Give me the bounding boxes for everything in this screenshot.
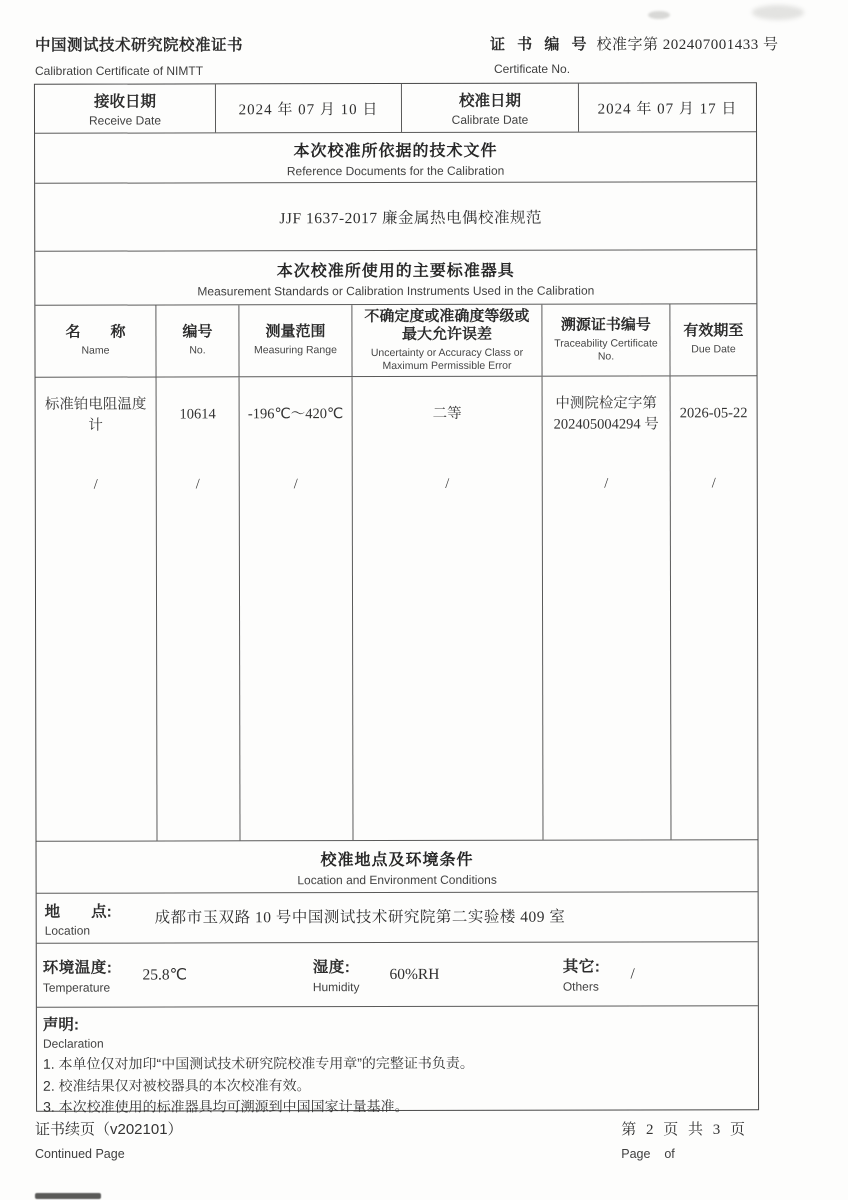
- col-header-name-en: Name: [81, 345, 110, 358]
- table-cell: [353, 453, 542, 517]
- table-cell: [543, 376, 670, 452]
- temperature-label-cn: 环境温度:: [42, 959, 113, 977]
- declaration-items: [43, 1052, 748, 1119]
- table-cell: [543, 452, 670, 516]
- certificate-number-label-en: Certificate No.: [494, 62, 571, 76]
- temperature-group: [37, 955, 313, 995]
- certificate-table: [34, 82, 759, 1116]
- standards-title-cn: 本次校准所使用的主要标准器具: [276, 262, 515, 280]
- table-cell: [240, 377, 352, 453]
- col-header-no-en: No.: [189, 344, 206, 357]
- col-header-traceability-en: Traceability Certificate No.: [554, 337, 658, 363]
- table-cell: [36, 454, 156, 518]
- reference-section-title: [35, 131, 756, 183]
- others-value: /: [630, 965, 635, 983]
- col-header-range-cn: 测量范围: [265, 323, 326, 341]
- page-header: [35, 0, 779, 80]
- table-cell: [671, 452, 757, 516]
- reference-content-row: [35, 181, 756, 251]
- declaration-item-3: 3. 本次校准使用的标准器具均可溯源到中国国家计量基准。: [43, 1098, 409, 1116]
- standard-due-date: 2026-05-22: [679, 405, 748, 422]
- col-header-no-cn: 编号: [182, 323, 213, 341]
- others-label-en: Others: [562, 979, 599, 994]
- page-footer: [35, 1118, 758, 1161]
- standard-traceability: 中测院检定字第 202405004294 号: [553, 395, 659, 433]
- standard-name-2: /: [93, 477, 98, 494]
- others-label-cn: 其它:: [562, 958, 601, 976]
- reference-title-en: Reference Documents for the Calibration: [286, 163, 505, 178]
- standards-title-en: Measurement Standards or Calibration Instruments Used in the Calibration: [197, 283, 595, 298]
- declaration-row: [37, 1005, 758, 1116]
- standard-due-date-2: /: [711, 475, 716, 492]
- header-titles: [35, 33, 243, 78]
- std-col-name: [36, 378, 157, 841]
- standards-section-title: [35, 249, 756, 305]
- calibrate-date-label-cell: [401, 84, 578, 132]
- location-section-title: [37, 839, 758, 893]
- col-header-due-date-en: Due Date: [691, 343, 736, 356]
- table-cell: [671, 376, 757, 452]
- certificate-title-en: Calibration Certificate of NIMTT: [35, 64, 204, 78]
- temperature-label-en: Temperature: [42, 980, 111, 995]
- humidity-label-en: Humidity: [312, 980, 360, 995]
- col-header-name-cn: 名 称: [65, 324, 126, 342]
- standards-body-row: [36, 375, 758, 841]
- col-header-uncertainty-en: Uncertainty or Accuracy Class or Maximum Permissible Error: [370, 346, 524, 373]
- others-group: [563, 954, 758, 993]
- standard-uncertainty-2: /: [445, 476, 450, 493]
- col-header-name: [35, 306, 155, 377]
- location-title-en: Location and Environment Conditions: [297, 872, 497, 887]
- standard-no: 10614: [179, 406, 216, 423]
- col-header-range: [238, 305, 351, 376]
- certificate-number-label-cn: 证 书 编 号: [490, 36, 591, 53]
- location-label-cn: 地 点:: [44, 903, 112, 921]
- location-label-en: Location: [44, 923, 91, 938]
- humidity-label: [313, 955, 360, 994]
- declaration-label-cn: 声明:: [42, 1016, 80, 1034]
- page-number-en: Page of: [621, 1147, 675, 1161]
- reference-document: JJF 1637-2017 廉金属热电偶校准规范: [279, 209, 543, 227]
- humidity-label-cn: 湿度:: [312, 959, 351, 977]
- location-value: 成都市玉双路 10 号中国测试技术研究院第二实验楼 409 室: [154, 908, 566, 927]
- receive-date-value-cell: [215, 84, 401, 132]
- temperature-label: [43, 956, 113, 995]
- certificate-number-value: 校准字第 202407001433 号: [596, 37, 779, 53]
- receive-date-value: 2024 年 07 月 10 日: [238, 101, 379, 118]
- humidity-group: [313, 955, 563, 995]
- calibrate-date-value-cell: [578, 83, 756, 131]
- receive-date-label-en: Receive Date: [88, 113, 162, 128]
- table-cell: [240, 453, 352, 517]
- certificate-number-line: [490, 33, 779, 54]
- receive-date-label-cn: 接收日期: [93, 93, 156, 111]
- table-cell: [353, 377, 542, 453]
- col-header-no: [155, 305, 238, 376]
- footer-left: [35, 1118, 183, 1161]
- std-col-due-date: [670, 376, 758, 839]
- page-number-cn: 第 2 页 共 3 页: [621, 1122, 748, 1138]
- dates-row: [35, 83, 756, 133]
- calibrate-date-label-en: Calibrate Date: [451, 112, 529, 127]
- scan-smudge-top-right-2: [752, 5, 804, 20]
- standards-header-row: [35, 303, 756, 377]
- col-header-uncertainty-cn: 不确定度或准确度等级或最大允许误差: [364, 307, 530, 343]
- col-header-due-date: [669, 304, 756, 375]
- standard-range-2: /: [293, 476, 298, 493]
- location-title-cn: 校准地点及环境条件: [320, 851, 474, 869]
- certificate-title-cn: 中国测试技术研究院校准证书: [35, 37, 244, 54]
- col-header-due-date-cn: 有效期至: [683, 322, 744, 340]
- reference-title-cn: 本次校准所依据的技术文件: [293, 142, 498, 160]
- standard-name: 标准铂电阻温度计: [44, 396, 147, 434]
- others-label: [563, 955, 601, 994]
- certificate-number-block: [490, 33, 779, 76]
- std-col-traceability: [542, 376, 671, 839]
- col-header-uncertainty: [351, 305, 541, 376]
- receive-date-label-cell: [35, 84, 215, 132]
- location-label: [37, 899, 155, 937]
- table-cell: [157, 453, 239, 517]
- footer-page-number: [621, 1118, 758, 1161]
- declaration-item-1: 1. 本单位仅对加印“中国测试技术研究院校准专用章”的完整证书负责。: [42, 1054, 474, 1072]
- declaration-label-en: Declaration: [42, 1036, 104, 1051]
- continued-page-en: Continued Page: [35, 1147, 125, 1161]
- col-header-traceability: [541, 304, 669, 375]
- continued-page-cn: 证书续页（v202101）: [35, 1121, 183, 1138]
- col-header-traceability-cn: 溯源证书编号: [560, 316, 651, 334]
- environment-row: [37, 941, 758, 1007]
- standard-no-2: /: [195, 476, 200, 493]
- standard-uncertainty: 二等: [432, 406, 462, 423]
- std-col-uncertainty: [352, 377, 543, 840]
- std-col-range: [239, 377, 353, 840]
- col-header-range-en: Measuring Range: [254, 344, 337, 357]
- scan-smudge-bottom-left: [35, 1193, 101, 1199]
- standard-range: -196℃～420℃: [247, 406, 344, 423]
- humidity-value: 60%RH: [389, 965, 440, 983]
- std-col-no: [156, 377, 240, 840]
- declaration-item-2: 2. 校准结果仅对被校器具的本次校准有效。: [43, 1076, 311, 1094]
- calibrate-date-label-cn: 校准日期: [458, 92, 521, 110]
- table-cell: [157, 377, 239, 453]
- location-row: [37, 891, 758, 943]
- certificate-sheet: [35, 0, 779, 1161]
- calibrate-date-value: 2024 年 07 月 17 日: [597, 100, 738, 118]
- standard-traceability-2: /: [604, 476, 609, 493]
- table-cell: [36, 378, 156, 454]
- temperature-value: 25.8℃: [142, 966, 188, 984]
